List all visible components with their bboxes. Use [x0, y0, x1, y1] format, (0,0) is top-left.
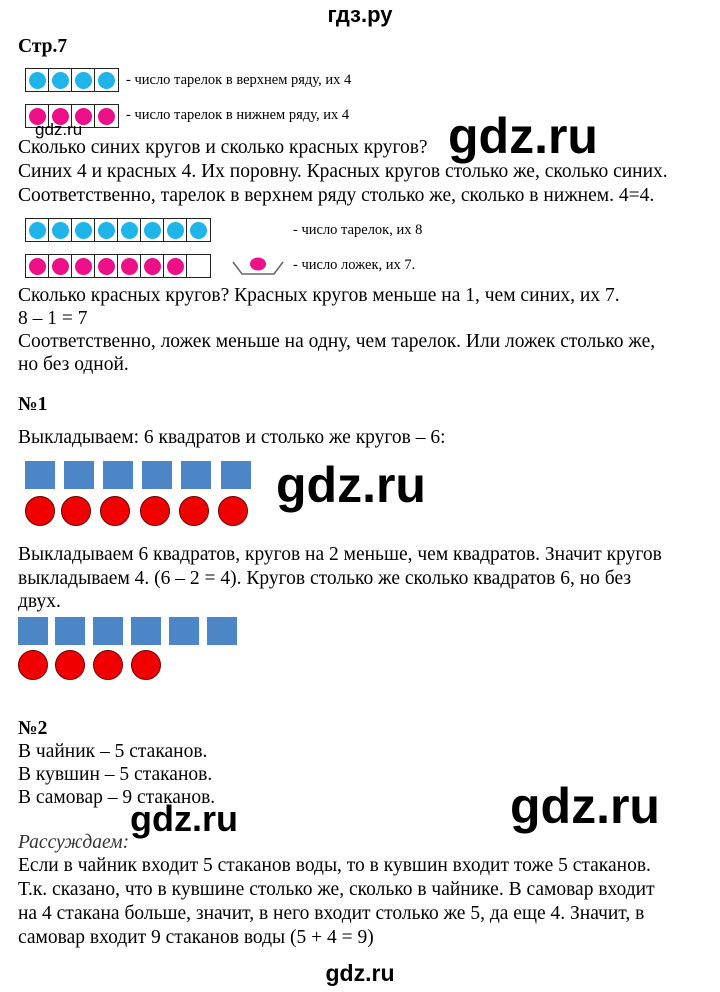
red-circle	[179, 496, 209, 526]
pink-dot	[98, 258, 115, 275]
square	[55, 617, 85, 645]
para2-line1: Сколько красных кругов? Красных кругов меньше на 1, чем синих, их 7.	[18, 285, 620, 306]
task2-heading: №2	[18, 718, 48, 739]
red-circle	[55, 650, 85, 680]
red-circle	[25, 496, 55, 526]
spoons-strip-7	[25, 254, 211, 278]
task1-para-line3: двух.	[18, 591, 61, 612]
task2-para-line4: самовар входит 9 стаканов воды (5 + 4 = 9)	[18, 927, 374, 948]
legend-bottom: - число тарелок в нижнем ряду, их 4	[126, 107, 350, 123]
watermark-small-2: gdz.ru	[130, 798, 238, 839]
task2-line3: В самовар – 9 стаканов.	[18, 787, 216, 808]
red-circle	[61, 496, 91, 526]
square	[18, 617, 48, 645]
watermark-small-top: gdz.ru	[35, 120, 83, 139]
task1-intro: Выкладываем: 6 квадратов и столько же кругов – 6:	[18, 427, 446, 448]
task2-para-line3: на 4 стакана больше, значит, в него входит столько же 5, да еще 4. Значит, в	[18, 903, 645, 924]
plates-top-strip	[25, 68, 119, 92]
blue-dot	[75, 72, 92, 89]
square	[103, 461, 133, 489]
para2-line3: Соответственно, ложек меньше на одну, чем тарелок. Или ложек столько же,	[18, 331, 656, 352]
pink-dot	[167, 258, 184, 275]
page-title: Стр.7	[18, 36, 68, 57]
blue-dot	[121, 222, 138, 239]
task2-line2: В кувшин – 5 стаканов.	[18, 764, 213, 785]
blue-dot	[98, 222, 115, 239]
task1-para-line2: выкладываем 4. (6 – 2 = 4). Кругов столько же сколько квадратов 6, но без	[18, 568, 632, 589]
square	[221, 461, 251, 489]
pink-dot	[144, 258, 161, 275]
pink-dot	[98, 108, 115, 125]
square	[64, 461, 94, 489]
legend-spoons: - число ложек, их 7.	[293, 257, 416, 273]
empty-cell	[187, 255, 210, 277]
blue-dot	[98, 72, 115, 89]
square	[142, 461, 172, 489]
pink-dot	[75, 258, 92, 275]
blue-dot	[29, 72, 46, 89]
watermark-big-3: gdz.ru	[510, 778, 660, 834]
red-circle	[100, 496, 130, 526]
square	[169, 617, 199, 645]
reasoning-label: Рассуждаем:	[18, 832, 130, 853]
blue-dot	[52, 222, 69, 239]
blue-dot	[144, 222, 161, 239]
para1-line2: Синих 4 и красных 4. Их поровну. Красных кругов столько же, сколько синих.	[18, 161, 668, 182]
red-circle	[93, 650, 123, 680]
site-header: гдз.ру	[327, 2, 393, 27]
blue-dot	[167, 222, 184, 239]
square	[131, 617, 161, 645]
para1-line3: Соответственно, тарелок в верхнем ряду столько же, сколько в нижнем. 4=4.	[18, 185, 655, 206]
legend-top: - число тарелок в верхнем ряду, их 4	[126, 72, 352, 88]
blue-dot	[52, 72, 69, 89]
square	[93, 617, 123, 645]
blue-dot	[190, 222, 207, 239]
para1-line1: Сколько синих кругов и сколько красных кругов?	[18, 137, 428, 158]
square	[181, 461, 211, 489]
watermark-big-2: gdz.ru	[276, 457, 426, 513]
bowl-icon	[230, 252, 286, 278]
blue-dot	[75, 222, 92, 239]
task2-para-line2: Т.к. сказано, что в кувшине столько же, сколько в чайнике. В самовар входит	[18, 879, 655, 900]
watermark-footer: gdz.ru	[325, 960, 395, 986]
task1-para-line1: Выкладываем 6 квадратов, кругов на 2 меньше, чем квадратов. Значит кругов	[18, 544, 662, 565]
red-circle	[140, 496, 170, 526]
para2-line4: но без одной.	[18, 354, 129, 375]
blue-dot	[29, 222, 46, 239]
task1-heading: №1	[18, 394, 48, 415]
plates-strip-8	[25, 218, 211, 242]
para2-line2: 8 – 1 = 7	[18, 308, 88, 329]
red-circle	[131, 650, 161, 680]
watermark-big-1: gdz.ru	[448, 108, 598, 164]
task2-para-line1: Если в чайник входит 5 стаканов воды, то в кувшин входит тоже 5 стаканов.	[18, 855, 651, 876]
red-circle	[218, 496, 248, 526]
pink-dot	[52, 258, 69, 275]
square	[25, 461, 55, 489]
pink-dot	[121, 258, 138, 275]
pink-dot	[29, 258, 46, 275]
square	[207, 617, 237, 645]
task2-line1: В чайник – 5 стаканов.	[18, 741, 208, 762]
red-circle	[18, 650, 48, 680]
legend-plates: - число тарелок, их 8	[293, 222, 423, 238]
